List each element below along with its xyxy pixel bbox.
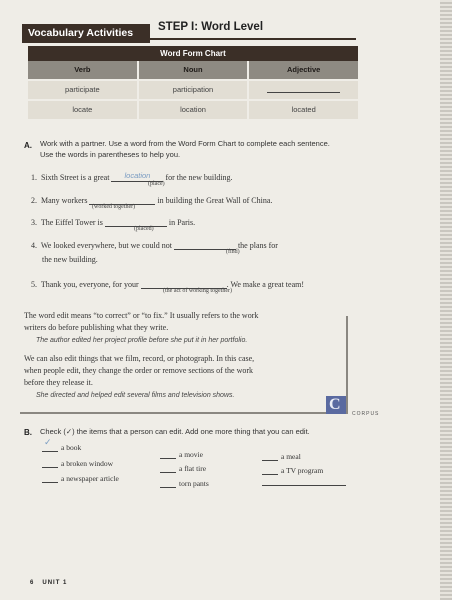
check-blank[interactable] [42, 458, 58, 468]
example-sentence-2: She directed and helped edit several films and television shows. [36, 392, 235, 399]
definition-text-2: We can also edit things that we film, record, or photograph. In this case, when people edit, they change the order or remove sections of the work before they release it. [24, 354, 255, 387]
checklist-item[interactable]: a broken window [42, 458, 113, 468]
chart-row [28, 99, 358, 119]
checklist-item[interactable]: torn pants [160, 478, 209, 488]
exercise-item-1: 1. Sixth Street is a great location for the new building. [31, 171, 233, 182]
exercise-item-4-continuation: the new building. [42, 255, 98, 264]
hint-5: (the act of working together) [163, 288, 232, 294]
check-blank[interactable] [160, 478, 176, 488]
exercise-item-2: 2. Many workers in building the Great Wall of China. [31, 196, 273, 205]
word-form-chart [28, 46, 358, 119]
exercise-item-5: 5. Thank you, everyone, for your . We make a great team! [31, 280, 304, 289]
chart-title: Word Form Chart [28, 46, 358, 61]
checklist-item[interactable]: ✓ a book [44, 438, 82, 452]
checklist-item[interactable]: a meal [262, 451, 301, 461]
exercise-item-4: 4. We looked everywhere, but we could not the plans for [31, 241, 278, 250]
exercise-item-3: 3. The Eiffel Tower is in Paris. [31, 218, 196, 227]
hint-4: (find) [226, 249, 240, 255]
blank-line [267, 92, 340, 93]
checklist-item[interactable]: a flat tire [160, 463, 206, 473]
chart-cell: location [139, 101, 250, 119]
example-sentence-1: The author edited her project profile before she put it in her portfolio. [36, 337, 248, 344]
chart-cell-blank [249, 81, 358, 99]
definition-text-1: The word edit means “to correct” or “to fix.” It usually refers to the work writers do before publishing what they write. [24, 311, 259, 332]
section-a-instructions: Work with a partner. Use a word from the Word Form Chart to complete each sentence. Use the words in parentheses to help you. [40, 139, 330, 159]
chart-cell: participation [139, 81, 250, 99]
answer-text: location [124, 171, 151, 180]
chart-col-verb: Verb [28, 61, 139, 79]
chart-cell: participate [28, 81, 139, 99]
chart-cell: locate [28, 101, 139, 119]
page-edge [440, 0, 452, 600]
header-rule [150, 38, 356, 40]
check-blank[interactable] [262, 465, 278, 475]
section-b-label: B. [24, 428, 32, 437]
check-blank[interactable] [42, 438, 58, 452]
hint-3: (placed) [134, 226, 154, 232]
check-blank[interactable] [160, 463, 176, 473]
vocabulary-activities-tag: Vocabulary Activities [22, 24, 150, 43]
chart-col-adjective: Adjective [287, 65, 321, 74]
checklist-item[interactable]: a TV program [262, 465, 323, 475]
add-your-own-blank[interactable] [262, 485, 346, 486]
check-blank[interactable] [262, 451, 278, 461]
chart-col-noun: Noun [139, 61, 250, 79]
check-blank[interactable] [160, 449, 176, 459]
checklist-item[interactable]: a movie [160, 449, 203, 459]
chart-cell: located [291, 105, 316, 114]
page-footer: 6 UNIT 1 [30, 580, 68, 586]
corpus-label: CORPUS [352, 411, 380, 417]
definition-box-rule-vertical [346, 316, 348, 412]
checklist-item[interactable]: a newspaper article [42, 473, 119, 483]
chart-row [28, 79, 358, 99]
section-b-instructions: Check (✓) the items that a person can edit. Add one more thing that you can edit. [40, 427, 310, 436]
hint-2: (worked together) [92, 204, 136, 210]
hint-1: (place) [148, 181, 165, 187]
step-title: STEP I: Word Level [158, 21, 264, 33]
section-a-label: A. [24, 141, 32, 150]
check-blank[interactable] [42, 473, 58, 483]
corpus-icon: C [326, 396, 346, 414]
checkmark-icon: ✓ [44, 438, 52, 448]
definition-box-rule-horizontal [20, 412, 348, 414]
chart-header-row [28, 61, 358, 79]
